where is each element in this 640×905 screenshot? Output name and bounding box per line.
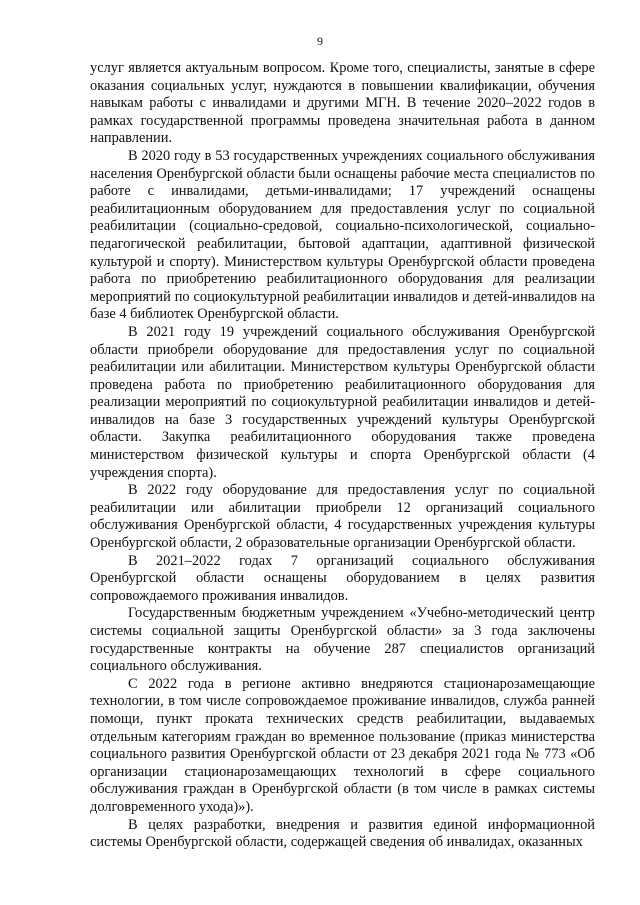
paragraph-8: В целях разработки, внедрения и развития единой информационной системы Оренбургской области, содержащей сведения об инвалидах, оказанных [90,816,595,851]
page-number: 9 [317,34,323,48]
paragraph-3: В 2021 году 19 учреждений социального обслуживания Оренбургской области приобрели оборудование для предоставления услуг по социальной реабилитации или абилитации. Министерством культуры Оренбургской области проведена работа по приобретению реабилитационного оборудования для реализации мероприятий по социокультурной реабилитации инвалидов и детей-инвалидов на базе 3 государственных учреждений культуры Оренбургской области. Закупка реабилитационного оборудования также проведена министерством физической культуры и спорта Оренбургской области (4 учреждения спорта). [90,323,595,481]
paragraph-6: Государственным бюджетным учреждением «Учебно-методический центр системы социальной защиты Оренбургской области» за 3 года заключены государственные контракты на обучение 287 специалистов организаций социального обслуживания. [90,605,595,675]
paragraph-1: услуг является актуальным вопросом. Кроме того, специалисты, занятые в сфере оказания социальных услуг, нуждаются в повышении квалификации, обучения навыкам работы с инвалидами и другими МГН. В течение 2020–2022 годов в рамках государственной программы проведена значительная работа в данном направлении. [90,60,595,147]
paragraph-4: В 2022 году оборудование для предоставления услуг по социальной реабилитации или абилитации приобрели 12 организаций социального обслуживания Оренбургской области, 4 государственных учреждения культуры Оренбургской области, 2 образовательные организации Оренбургской области. [90,482,595,552]
paragraph-5: В 2021–2022 годах 7 организаций социального обслуживания Оренбургской области оснащены оборудованием в целях развития сопровождаемого проживания инвалидов. [90,552,595,604]
paragraph-7: С 2022 года в регионе активно внедряются стационарозамещающие технологии, в том числе сопровождаемое проживание инвалидов, служба ранней помощи, пункт проката технических средств реабилитации, выдаваемых отдельным категориям граждан во временное пользование (приказ министерства социального развития Оренбургской области от 23 декабря 2021 года № 773 «Об организации стационарозамещающих технологий в сфере социального обслуживания граждан в Оренбургской области (в том числе в рамках системы долговременного ухода)»). [90,675,595,815]
paragraph-2: В 2020 году в 53 государственных учреждениях социального обслуживания населения Оренбургской области были оснащены рабочие места специалистов по работе с инвалидами, детьми-инвалидами; 17 учреждений оснащены реабилитационным оборудованием для предоставления услуг по социальной реабилитации (социально-средовой, социально-психологической, социально-педагогической реабилитации, бытовой адаптации, адаптивной физической культурой и спорту). Министерством культуры Оренбургской области проведена работа по приобретению реабилитационного оборудования для реализации мероприятий по социокультурной реабилитации инвалидов и детей-инвалидов на базе 4 библиотек Оренбургской области. [90,147,595,323]
document-body [90,60,595,852]
